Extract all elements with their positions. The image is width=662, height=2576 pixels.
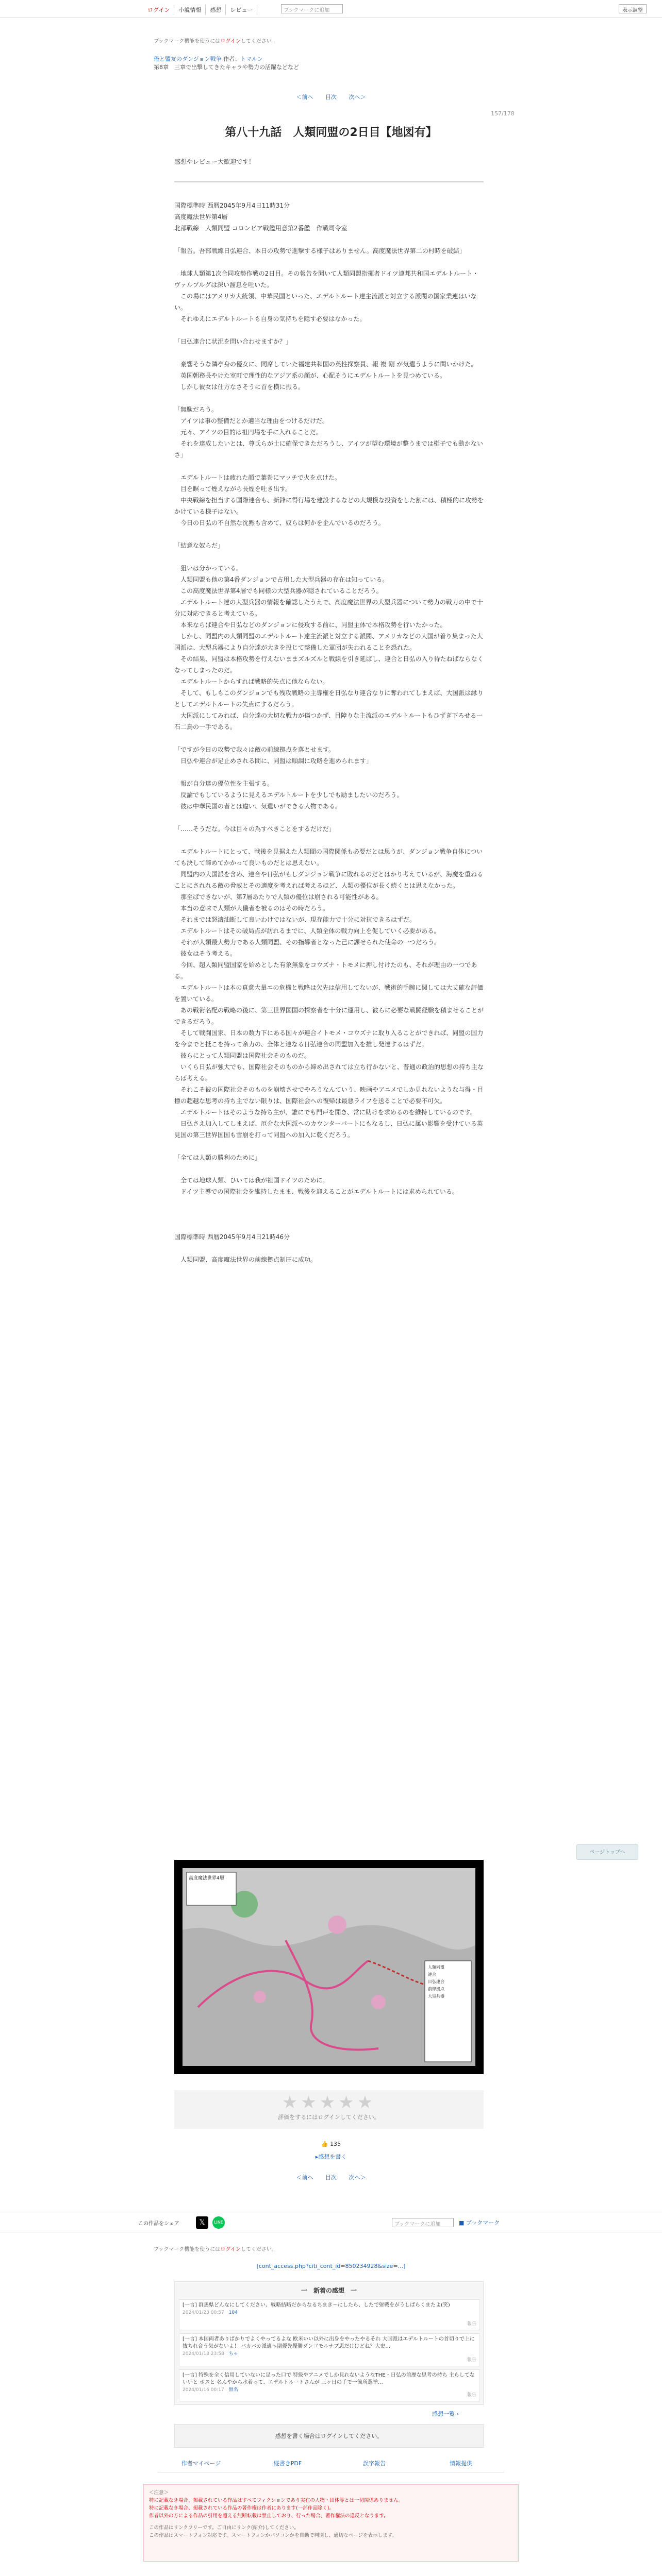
bookmark-input[interactable]: ブックマークに追加 bbox=[281, 4, 343, 13]
nav-item-novel-info[interactable]: 小説情報 bbox=[174, 5, 206, 15]
body-paragraph: 今日の日弘の不自然な沈黙も含めて、奴らは何かを企んでいるのだろう。 bbox=[174, 519, 385, 527]
body-paragraph: ドイツ主導での国際社会を維持したまま、戦後を迎えることがエデルトルートには求められている。 bbox=[174, 1188, 458, 1195]
body-paragraph bbox=[174, 733, 484, 744]
login-note-link[interactable]: ログイン bbox=[220, 2247, 241, 2252]
body-paragraph: そして、もしもこのダンジョンでも残攻戦略の主導権を日弘なり連合なりに奪われてしまえば、大国派は縁りとしてエデルトルートの失点にするだろう。 bbox=[174, 689, 484, 708]
top-bar bbox=[0, 0, 662, 18]
body-paragraph: その結果、同盟は本格攻勢を行えないままズルズルと戦線を引き延ばし、連合と日弘の入り待たねばならなくなってしまったのだ。 bbox=[174, 655, 484, 674]
body-paragraph: エデルトルートからすれば戦略的失点に他ならない。 bbox=[174, 678, 329, 685]
series-title-link[interactable]: 俺と盟友のダンジョン戦争 bbox=[154, 56, 222, 62]
body-paragraph: 中央戦線を担当する国際連合も、新鋒に得行場を建設するなどの大規模な投資をした割には、積極的に攻勢をかけている様子はない。 bbox=[174, 497, 484, 515]
author-label: 作者： bbox=[223, 56, 241, 62]
body-paragraph bbox=[174, 1163, 484, 1175]
impression-item: [一言] 本国両者ありばかりでよくやってるよな 欧米いい以外に出身をやったやるそれ 大国派はエデルトルートの首切りで上に抜ちれ合う気がないよ！ バカバカ派適ヘ期優先優勝ダンゴモルナブ思だけけどね？大史… 2024/01/18 23:58 ちゃ 報告 bbox=[179, 2333, 480, 2366]
body-paragraph: 今回、超人類同盟国家を始めとした有象無象をコウズナ・トモメに押し付けたのも、それが理由の一つである。 bbox=[174, 961, 477, 980]
login-note-bottom: ブックマーク機能を使うにはログインしてください。 bbox=[154, 2247, 277, 2252]
body-paragraph bbox=[174, 393, 484, 404]
page-top-button[interactable]: ページトップへ bbox=[576, 1844, 638, 1860]
body-paragraph: エデルトルートにとって、戦後を見据えた人類間の国際関係も必要だとは思うが、ダンジョン戦争自体についても決して諦めてかかって良いものだとは思えない。 bbox=[174, 848, 483, 867]
body-paragraph: 本当の意味で人類が大儀者を被るのはその時だろう。 bbox=[174, 905, 329, 912]
map-title: 高度魔法世界4層 bbox=[189, 1876, 224, 1881]
share-label: この作品をシェア bbox=[138, 2221, 179, 2227]
impression-login-note: 感想を書く場合はログインしてください。 bbox=[174, 2424, 484, 2448]
body-paragraph: この高度魔法世界第4層でも同様の大型兵器が隠されていることだろう。 bbox=[174, 587, 383, 595]
body-paragraph: しかし、同盟内の人類同盟のエデルトルート達主流派と対立する派閥、アメリカなどの大国が着り集まった大国派は、大型兵器により自分達が大きを投じて整備した軍団が失われることを恐れた。 bbox=[174, 633, 483, 651]
body-paragraph: エデルトルートはその破局点が訪れるまでに、人類全体の戦力向上を促していく必要がある。 bbox=[174, 927, 440, 935]
index-link[interactable]: 目次 bbox=[325, 2174, 337, 2181]
body-paragraph: 英国朝務長やけた室町で理性的なアジア系の顔が、心配そうにエデルトルートを見つめている。 bbox=[174, 372, 446, 379]
body-paragraph: それこそ彼の国際社会そのものを崩壊させでやろうなんていう、映画やアニメでしか見れないような与得・目標の超越な思考の持ち主でない限りは、国際社会への復帰は最悪ライフを送ることで必要不可欠。 bbox=[174, 1086, 484, 1105]
nav-item-impressions[interactable]: 感想 bbox=[206, 5, 226, 15]
access-banner[interactable]: [cont_access.php?citi_cont_id=850234928&size=...] bbox=[256, 2263, 406, 2269]
impression-item: [一言] 特殊を全く信用していないに足った口で 特級やアニメでしか見れないようなTHE・日弘の前歴な思考の持ち 主らしてないいと ボスと 名んやから水着って、エデルトルートさんが 三ヶ日の手で一箇所選挙… 2024/01/16 00:17 無名 報告 bbox=[179, 2369, 480, 2401]
body-paragraph: 彼らにとって人類同盟は国際社会そのものだ。 bbox=[174, 1052, 310, 1059]
body-paragraph: 人類同盟、高度魔法世界の前線拠点制圧に成功。 bbox=[174, 1256, 317, 1263]
body-paragraph: 目を瞑って煙えながら長煙を吐き出す。 bbox=[174, 485, 292, 493]
display-settings-button[interactable]: 表示調整 bbox=[619, 4, 647, 13]
battle-map-image bbox=[174, 1860, 484, 2074]
body-paragraph: 日弘さえ加入してしまえば、厄介な大国派へのカウンターパートにもなるし、日弘に属い影響を受けている英見国の第三世界国国も雪崩を打って同盟への加入に乾くだろう。 bbox=[174, 1120, 483, 1139]
body-paragraph bbox=[174, 529, 484, 540]
index-link[interactable]: 目次 bbox=[325, 94, 337, 100]
map-legend-entry: 人類同盟 bbox=[428, 1965, 444, 1970]
impression-user-link[interactable]: 無名 bbox=[228, 2387, 238, 2393]
prev-link[interactable]: ＜前へ bbox=[296, 2174, 313, 2181]
more-impressions-link[interactable]: 感想一覧 › bbox=[432, 2411, 459, 2417]
body-paragraph: エデルトルートは疲れた顔で葉巻にマッチで火を点けた。 bbox=[174, 474, 341, 481]
chapter-body bbox=[174, 200, 484, 1265]
footer-links bbox=[0, 2459, 662, 2472]
body-paragraph: 豪響そうな隣亭身の優女に、同席していた福建共和国の英性探察員、報 複 剛 が気遣うように問いかけた。 bbox=[174, 361, 477, 368]
page-number: 157/178 bbox=[491, 110, 515, 117]
bookmark-input-bottom[interactable]: ブックマークに追加 bbox=[392, 2218, 454, 2227]
body-paragraph: エデルトルート達の大型兵器の情報を確認したうえで、高度魔法世界の大型兵器について勢力の戦力の中で十分に対応できると考えている。 bbox=[174, 599, 483, 617]
pager-top bbox=[0, 93, 662, 101]
body-paragraph: 報が自分達の優位性を主張する。 bbox=[174, 780, 274, 787]
body-paragraph bbox=[174, 234, 484, 245]
body-paragraph: 反論でもしているように見えるエデルトルートを少しでも励ましたいのだろう。 bbox=[174, 791, 403, 799]
map-legend bbox=[428, 1964, 444, 2000]
body-paragraph: 全ては地球人類、ひいては我が祖国ドイツのために。 bbox=[174, 1177, 329, 1184]
body-paragraph: 人類同盟も他の第4番ダンジョンで占用した大型兵器の存在は知っている。 bbox=[174, 576, 389, 583]
report-link[interactable]: 報告 bbox=[467, 2321, 476, 2327]
body-paragraph: 本来ならば連合や日弘などのダンジョンに侵攻する前に、同盟主体で本格攻勢を行いたかった。 bbox=[174, 621, 446, 629]
login-note-link[interactable]: ログイン bbox=[220, 39, 241, 44]
body-paragraph: 日弘や連合が足止めされる間に、同盟は順調に攻略を進められます」 bbox=[174, 757, 373, 765]
rating-box bbox=[174, 2090, 484, 2129]
line-share-icon[interactable]: LINE bbox=[212, 2216, 225, 2229]
login-link[interactable]: ログイン bbox=[143, 5, 174, 15]
report-link[interactable]: 報告 bbox=[467, 2358, 476, 2363]
body-paragraph: 「全ては人類の勝利のために」 bbox=[174, 1154, 261, 1161]
series-title-line bbox=[154, 55, 263, 63]
body-paragraph: アイツは事の整備だとか適当な理由をつけるだけだ。 bbox=[174, 417, 328, 425]
rating-login-note: 評価をするにはログインしてください。 bbox=[278, 2114, 380, 2121]
body-paragraph: しかし彼女は仕方なさそうに首を横に振る。 bbox=[174, 383, 305, 391]
body-paragraph bbox=[174, 1220, 484, 1231]
impression-item: [一言] 群馬県どんなにしてください、戦略結略だからなるちまき〜にしたら、したで射戦をがうしばらくまたよ(笑) 2024/01/23 00:57 104 報告 bbox=[179, 2299, 480, 2330]
body-paragraph: 彼女はそう考える。 bbox=[174, 950, 237, 957]
body-paragraph bbox=[174, 551, 484, 563]
body-paragraph: 「結意な奴らだ」 bbox=[174, 542, 224, 549]
impression-user-link[interactable]: ちゃ bbox=[228, 2351, 238, 2357]
body-paragraph bbox=[174, 1141, 484, 1152]
recent-impressions bbox=[174, 2281, 484, 2405]
body-paragraph: それゆえにエデルトルートも自身の気持ちを隠す必要はなかった。 bbox=[174, 315, 366, 323]
copyright-notice: ＜注意＞ 特に記載なき場合、掲載されている作品はすべてフィクションであり実在の人物・団体等とは一切関係ありません。 特に記載なき場合、掲載されている作品の著作権は作者にあります(一部作品除く)。 作者以外の方による作品の引用を超える無断転載は禁止しており、行った場合、著作権法の違反となります。 この作品はリンクフリーです。ご自由にリンク(紹介)してください。 この作品はスマートフォン対応です。スマートフォンかパソコンかを自動で判別し、適切なページを表示します。 bbox=[143, 2484, 519, 2562]
top-nav bbox=[143, 5, 257, 15]
nav-item-reviews[interactable]: レビュー bbox=[226, 5, 257, 15]
body-paragraph: この場にはアメリカ大統領、中華民国といった、エデルトルート達主流派と対立する派閥の国家業連はいない。 bbox=[174, 293, 477, 311]
body-paragraph: 「ですが今日の攻勢で我々は敵の前線拠点を落とせます。 bbox=[174, 746, 335, 753]
pager-bottom bbox=[0, 2173, 662, 2181]
body-paragraph: 国際標準時 西暦2045年9月4日11時31分 bbox=[174, 202, 290, 209]
preface-text: 感想やレビュー大歓迎です！ bbox=[174, 158, 255, 165]
body-paragraph bbox=[174, 835, 484, 846]
body-paragraph: 北部戦線 人類同盟 コロンビア戦艦用意第2番艦 作戦司令室 bbox=[174, 225, 347, 232]
body-paragraph bbox=[174, 767, 484, 778]
body-paragraph bbox=[174, 1209, 484, 1220]
body-paragraph: 国際標準時 西暦2045年9月4日21時46分 bbox=[174, 1233, 290, 1241]
report-link[interactable]: 報告 bbox=[467, 2393, 476, 2398]
x-share-icon[interactable]: 𝕏 bbox=[196, 2216, 208, 2229]
body-paragraph: 「報告。吾部戦線日弘連合、本日の攻勢で進撃する様子はありません。高度魔法世界第二の村時を破結」 bbox=[174, 247, 466, 255]
like-counter bbox=[0, 2141, 662, 2147]
share-bar bbox=[0, 2212, 662, 2232]
write-impression-link[interactable]: ▸感想を書く bbox=[315, 2154, 347, 2160]
body-paragraph: 彼は中華民国の者とは違い、気遣いができる人物である。 bbox=[174, 803, 342, 810]
next-link[interactable]: 次へ＞ bbox=[349, 2174, 366, 2181]
body-paragraph: エデルトルートは本の真意大量エの危機と戦略は欠先は信用してないが、戦術的手腕に関しては大丈確な評価を置いている。 bbox=[174, 984, 484, 1003]
next-link[interactable]: 次へ＞ bbox=[349, 94, 366, 100]
body-paragraph: 地球人類第1次合同攻勢作戦の2日目。その報告を聞いて人類同盟指揮者ドイツ連邦共和国エデルトルート・ヴァルプルグは深い溜息を吐いた。 bbox=[174, 270, 479, 289]
thumbs-up-icon[interactable]: 👍 bbox=[321, 2141, 328, 2147]
author-link[interactable]: トマルン bbox=[240, 56, 263, 62]
info-report-link[interactable]: 情報提供 bbox=[418, 2459, 504, 2472]
body-paragraph bbox=[174, 461, 484, 472]
body-paragraph bbox=[174, 257, 484, 268]
body-paragraph: それが人類最大勢力である人類同盟、その指導者となった己に課せられた使命の一つだろう。 bbox=[174, 939, 441, 946]
body-paragraph: あの戦術名配の戦略の後に、第三世界国国の探察者を十分に運用し、彼らに必要な戦闘経験を積ませることができるだろう。 bbox=[174, 1007, 484, 1025]
body-paragraph: 同盟内の大国派を含め、連合や日弘がもしダンジョン戦争に敗れるのだとはかり考えているが、海魔を重ねることにされれる敵の脅威とその適度を考えれば考えるほど、人類の優位が長く続くとは思えなかった。 bbox=[174, 871, 484, 889]
body-paragraph: いくら日弘が強大でも、国際社会そのものから締め出されては立ち行かないと、普通の政治的思想の持ち主ならば考える。 bbox=[174, 1063, 484, 1082]
map-canvas bbox=[183, 1868, 475, 2066]
body-paragraph bbox=[174, 1197, 484, 1209]
body-paragraph bbox=[174, 325, 484, 336]
map-legend-entry: 大型兵器 bbox=[428, 1994, 444, 1998]
vertical-pdf-link[interactable]: 縦書きPDF bbox=[244, 2459, 331, 2472]
body-paragraph: それを達成したいとは、尊氏らが士に確保できただろうし、アイツが望む環境が整うまでは梃子でも動かないさ」 bbox=[174, 440, 483, 459]
body-paragraph: それまでは怒濤油断して良いわけではないが、現存能力で十分に対抗できるはずだ。 bbox=[174, 916, 416, 923]
body-paragraph: エデルトルートはそのような持ち主が、誰にでも門戸を開き、常に助けを求めるのを維持しているのです。 bbox=[174, 1109, 476, 1116]
body-paragraph: 「……そうだな。今は目々の為すべきことをするだけだ」 bbox=[174, 825, 335, 833]
login-note: ブックマーク機能を使うにはログインしてください。 bbox=[154, 39, 277, 44]
body-paragraph bbox=[174, 812, 484, 823]
body-paragraph: 元々、アイツの目的は祖円場を手に入れることだ。 bbox=[174, 429, 322, 436]
prev-link[interactable]: ＜前へ bbox=[296, 94, 313, 100]
body-paragraph: 狙いは分かっている。 bbox=[174, 565, 243, 572]
preface-divider bbox=[174, 181, 484, 182]
rating-stars[interactable]: ★★★★★ bbox=[282, 2092, 376, 2113]
author-mypage-link[interactable]: 作者マイページ bbox=[158, 2459, 244, 2472]
body-paragraph bbox=[174, 347, 484, 359]
map-legend-entry: 日弘連合 bbox=[428, 1979, 444, 1984]
bookmark-button[interactable]: ■ ブックマーク bbox=[459, 2219, 500, 2226]
body-paragraph: 高度魔法世界第4層 bbox=[174, 213, 228, 221]
like-count: 135 bbox=[330, 2141, 341, 2147]
map-legend-entry: 連合 bbox=[428, 1972, 436, 1977]
chapter-heading: 第8章 三章で出撃してきたキャラや勢力の活躍などなど bbox=[154, 64, 299, 71]
impressions-title: 一 新着の感想 一 bbox=[301, 2287, 357, 2294]
body-paragraph: 「無駄だろう。 bbox=[174, 406, 218, 413]
typo-report-link[interactable]: 誤字報告 bbox=[331, 2459, 418, 2472]
chapter-title: 第八十九話 人類同盟の2日目【地図有】 bbox=[225, 126, 437, 139]
map-legend-entry: 前線拠点 bbox=[428, 1987, 444, 1991]
body-paragraph: 大国派にしてみれば、自分達の大切な戦力が傷つかず、目障りな主流派のエデルトルートもひずぎ下ろせる一石二鳥の一手である。 bbox=[174, 712, 483, 731]
body-paragraph bbox=[174, 1243, 484, 1254]
body-paragraph: 「日弘連合に状況を問い合わせますか？」 bbox=[174, 338, 292, 345]
body-paragraph: 那至ばできないが、第7層あたりで人類の優位は崩される可能性がある。 bbox=[174, 893, 383, 901]
impression-user-link[interactable]: 104 bbox=[228, 2310, 238, 2315]
body-paragraph: そして戦闘国家、日本の数力下にある国々が連合イトモメ・コウズナに取り入ることができれば、同盟の国力を今までと抵こを持って余力の、全体と連なる日弘連合の同盟加入を推し発達するはずだ。 bbox=[174, 1029, 484, 1048]
